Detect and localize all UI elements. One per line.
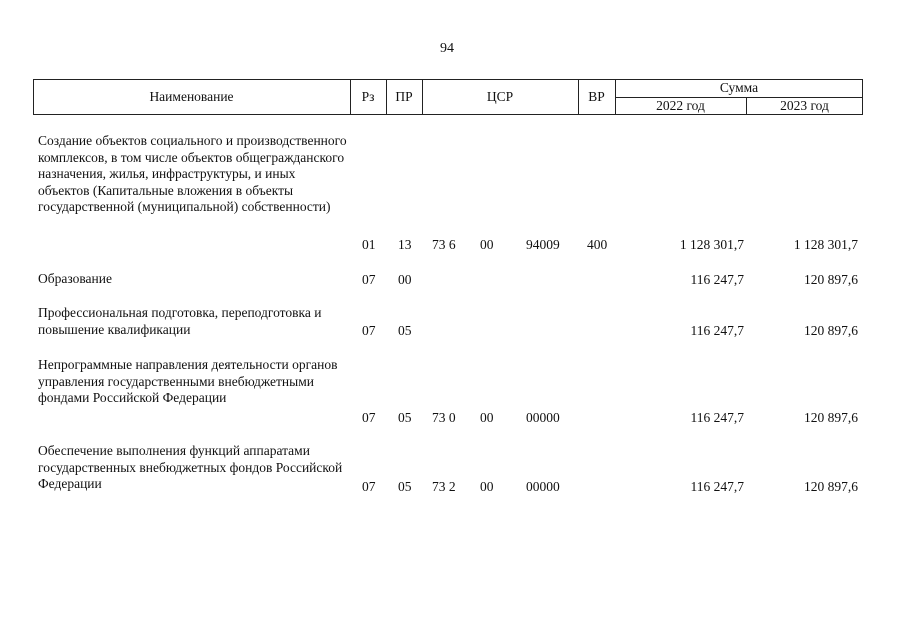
row-sum-2022: 116 247,7 [690,322,744,338]
row-pr: 05 [398,409,412,425]
row-name: Профессиональная подготовка, переподготовка и повышение квалификации [38,305,322,337]
row-sum-2022: 116 247,7 [690,478,744,494]
row-name: Образование [38,271,112,286]
row-pr: 05 [398,322,412,338]
header-year-2022: 2022 год [656,98,705,113]
header-rz: Рз [361,89,375,104]
page-number: 94 [440,41,454,56]
row-csr-program: 73 2 [432,478,456,494]
row-sum-2022: 116 247,7 [690,409,744,425]
row-name: Обеспечение выполнения функций аппаратами государственных внебюджетных фондов Российской Федерации [38,443,343,491]
row-csr-program: 73 0 [432,409,456,425]
header-sum: Сумма [719,80,759,95]
row-pr: 00 [398,271,412,287]
table-row [0,305,905,339]
header-csr: ЦСР [486,89,514,104]
row-sum-2022: 1 128 301,7 [679,236,744,252]
row-pr: 05 [398,478,412,494]
row-csr-code: 00000 [526,478,560,494]
table-row [0,443,905,495]
row-rz: 07 [362,322,376,338]
row-csr-code: 94009 [526,236,560,252]
row-sum-2022: 116 247,7 [690,271,744,287]
row-csr-program: 73 6 [432,236,456,252]
row-vr: 400 [587,236,608,252]
table-header [33,79,863,115]
row-name: Создание объектов социального и производственного комплексов, в том числе объектов общегражданского назначения, жилья, инфраструктуры, и иных объектов (Капитальные вложения в объекты государственной (муниципальной) собственности) [38,133,347,214]
row-sum-2023: 120 897,6 [804,322,858,338]
row-rz: 07 [362,271,376,287]
row-rz: 07 [362,409,376,425]
row-name: Непрограммные направления деятельности органов управления государственными внебюджетными фондами Российской Федерации [38,357,338,405]
row-csr-code: 00000 [526,409,560,425]
row-rz: 07 [362,478,376,494]
row-csr-sub: 00 [480,409,494,425]
table-row [0,271,905,288]
table-row [0,133,905,253]
row-sum-2023: 120 897,6 [804,478,858,494]
row-sum-2023: 1 128 301,7 [793,236,858,252]
row-rz: 01 [362,236,376,252]
header-pr: ПР [395,89,413,104]
header-name: Наименование [149,89,234,104]
row-sum-2023: 120 897,6 [804,409,858,425]
table-row [0,357,905,426]
row-pr: 13 [398,236,412,252]
header-bottom-border [33,114,863,115]
row-csr-sub: 00 [480,478,494,494]
row-sum-2023: 120 897,6 [804,271,858,287]
header-vr: ВР [588,89,605,104]
row-csr-sub: 00 [480,236,494,252]
header-year-2023: 2023 год [780,98,829,113]
